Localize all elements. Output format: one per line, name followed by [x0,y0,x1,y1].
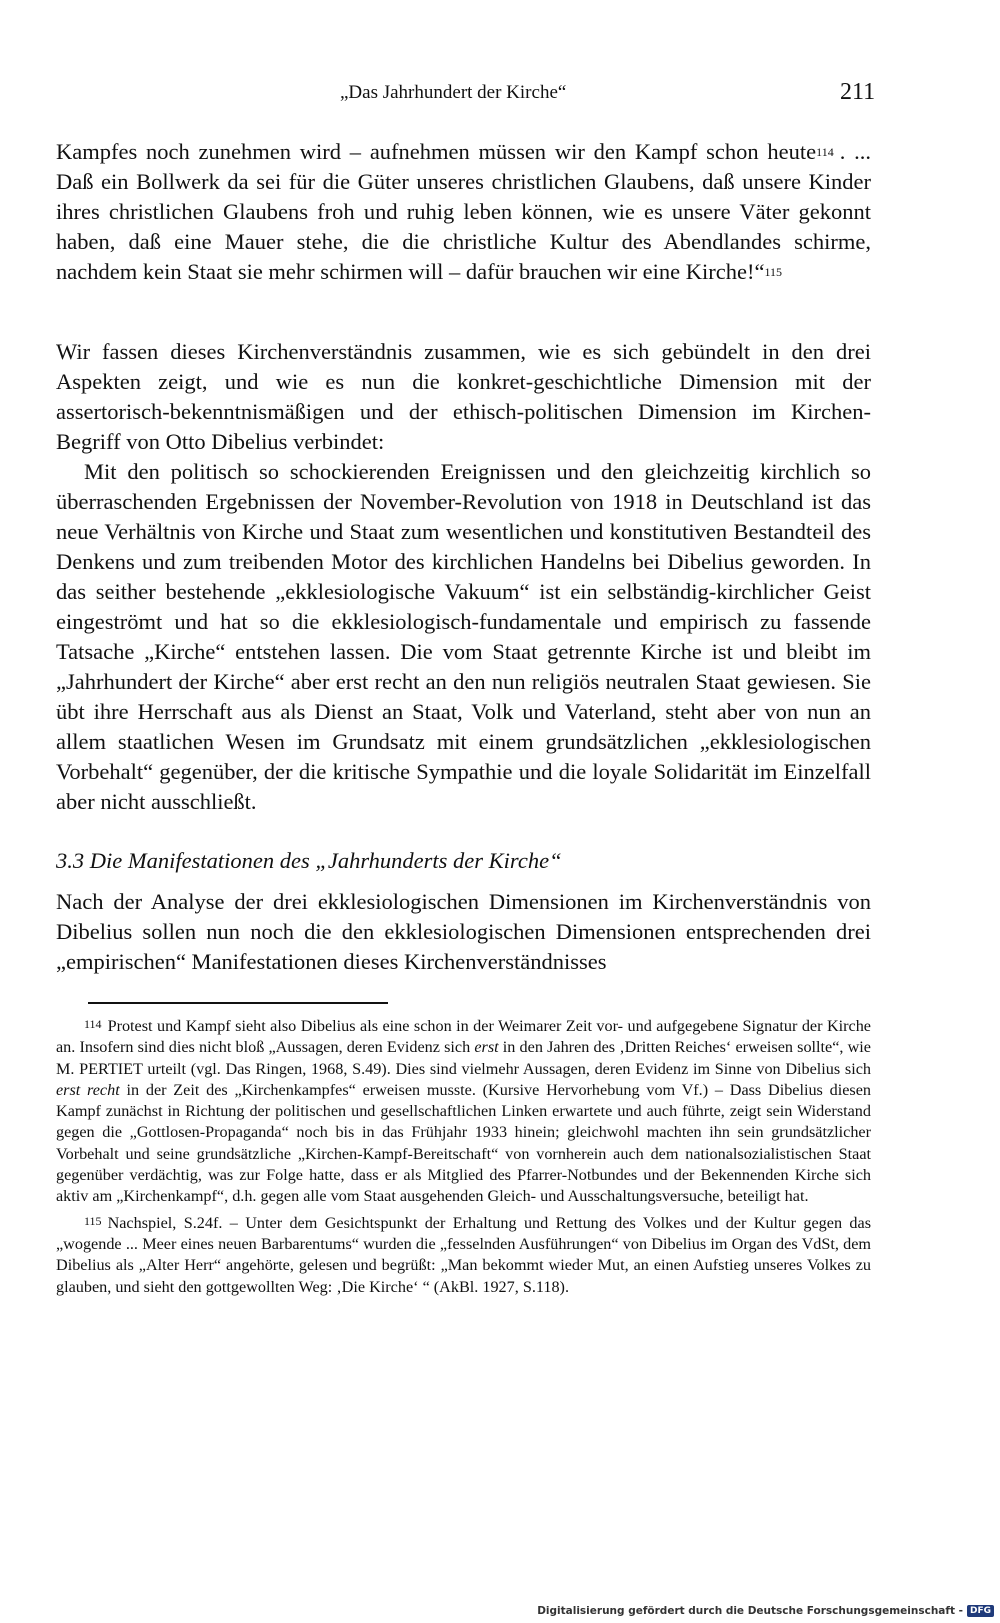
section-heading: 3.3 Die Manifestationen des „Jahrhunderts der Kirche“ [56,848,562,873]
quote-text-end: . ... Daß ein Bollwerk da sei für die Güter unseres christlichen Glaubens, daß unsere Kinder ihres christlichen Glaubens froh und ruhig leben können, wie es unsere Väter gekonnt haben, daß eine Mauer stehe, die die christliche Kultur des Abendlandes schirme, nachdem kein Staat sie mehr schirmen will – dafür brauchen wir eine Kirche!“ [56,139,872,284]
manifestations-paragraph: Nach der Analyse der drei ekklesiologischen Dimensionen im Kirchenverständnis von Dibelius sollen nun noch die den ekklesiologischen Dimensionen entsprechenden drei „empirischen“ Manifestationen dieses Kirchenverständnisses [56,889,871,974]
footnote-text: in der Zeit des „Kirchenkampfes“ erweisen musste. (Kursive Hervorhebung vom Vf.) – Dass Dibelius diesen Kampf zunächst in Richtung der politischen und gesellschaftlichen Linken erwartete und auch führte, zeigt sein Widerstand gegen die „Gottlosen-Propaganda“ noch bis in das Frühjahr 1933 hinein; gleichwohl machten ihn sein grundsätzlicher Vorbehalt und seine grundsätzliche „Kirchen-Kampf-Bereitschaft“ von vornherein auch dem nationalsozialistischen Staat gegenüber verdächtig, was zur Folge hatte, dass er als Mitglied des Pfarrer-Notbundes und der Bekennenden Kirche sich aktiv am „Kirchenkampf“, d.h. gegen alle vom Staat ausgehenden Gleich- und Ausschaltungsversuche, beteiligt hat. [56,1080,871,1206]
running-title: „Das Jahrhundert der Kirche“ [340,82,567,103]
emphasis-text: erst [474,1038,499,1057]
quote-continuation [56,137,871,287]
footnotes [56,1014,871,1298]
footnote-text: in den Jahren des ‚Dritten Reiches‘ erweisen sollte“, wie M. [56,1038,871,1078]
dfg-logo-icon: DFG [967,1605,994,1617]
summary-section [56,337,871,817]
footnote-ref-114: 114 [816,145,834,159]
running-head [0,79,1000,110]
footnote-text: urteilt (vgl. Das Ringen, 1968, S.49). Dies sind vielmehr Aussagen, deren Evidenz im Sinne von Dibelius sich [142,1059,871,1078]
manifestations-section [56,887,871,977]
footnote-115 [56,1211,871,1298]
footnote-114 [56,1014,871,1208]
footnote-number: 114 [84,1017,102,1031]
watermark-text: Digitalisierung gefördert durch die Deutsche Forschungsgemeinschaft - [537,1605,963,1617]
footnote-ref-115: 115 [764,265,783,279]
quote-paragraph [56,137,871,287]
page-number: 211 [840,79,876,105]
footnote-text: Nachspiel, S.24f. – Unter dem Gesichtspunkt der Erhaltung und Rettung des Volkes und der Kultur gegen das „wogende ... Meer eines neuen Barbarentums“ wurden die „fesselnden Ausführungen“ von Dibelius im Organ des VdSt, dem Dibelius als „Alter Herr“ angehörte, gelesen und begrüßt: „Man bekommt wieder Mut, an einen Aufstieg unseres Volkes zu glauben, und sieht den gottgewollten Weg: ‚Die Kirche‘ “ (AkBl. 1927, S.118). [56,1213,871,1296]
footnote-divider [88,1002,388,1004]
revolution-paragraph: Mit den politisch so schockierenden Ereignissen und den gleichzeitig kirchlich so überraschenden Ergebnissen der November-Revolution von 1918 in Deutschland ist das neue Verhältnis von Kirche und Staat zum wesentlichen und konstitutiven Bestandteil des Denkens und zum treibenden Motor des kirchlichen Handelns bei Dibelius geworden. In das seither bestehende „ekklesiologische Vakuum“ ist ein selbständig-kirchlicher Geist eingeströmt und hat so die ekklesiologisch-fundamentale und empirisch zu fassende Tatsache „Kirche“ entstehen lassen. Die vom Staat getrennte Kirche ist und bleibt im „Jahrhundert der Kirche“ aber erst recht an den nun religiös neutralen Staat gewiesen. Sie übt ihre Herrschaft aus als Dienst an Staat, Volk und Vaterland, steht aber von nun an allem staatlichen Wesen im Grundsatz mit einem grundsätzlichen „ekklesiologischen Vorbehalt“ gegenüber, der die kritische Sympathie und die loyale Solidarität im Einzelfall aber nicht ausschließt. [56,459,871,814]
footnote-text: Protest und Kampf sieht also Dibelius als eine schon in der Weimarer Zeit vor- und aufgegebene Signatur der Kirche an. Insofern sind dies nicht bloß „Aussagen, deren Evidenz sich [56,1017,871,1057]
dfg-watermark [537,1605,994,1617]
author-name: PERTIET [79,1059,143,1078]
quote-text-start: Kampfes noch zunehmen wird – aufnehmen müssen wir den Kampf schon heute [56,139,817,164]
footnote-number: 115 [84,1213,102,1228]
emphasis-text: erst recht [56,1080,120,1099]
summary-paragraph: Wir fassen dieses Kirchenverständnis zusammen, wie es sich gebündelt in den drei Aspekten zeigt, und wie es nun die konkret-geschichtliche Dimension mit der assertorisch-bekenntnismäßigen und der ethisch-politischen Dimension im Kirchen-Begriff von Otto Dibelius verbindet: [56,339,871,454]
